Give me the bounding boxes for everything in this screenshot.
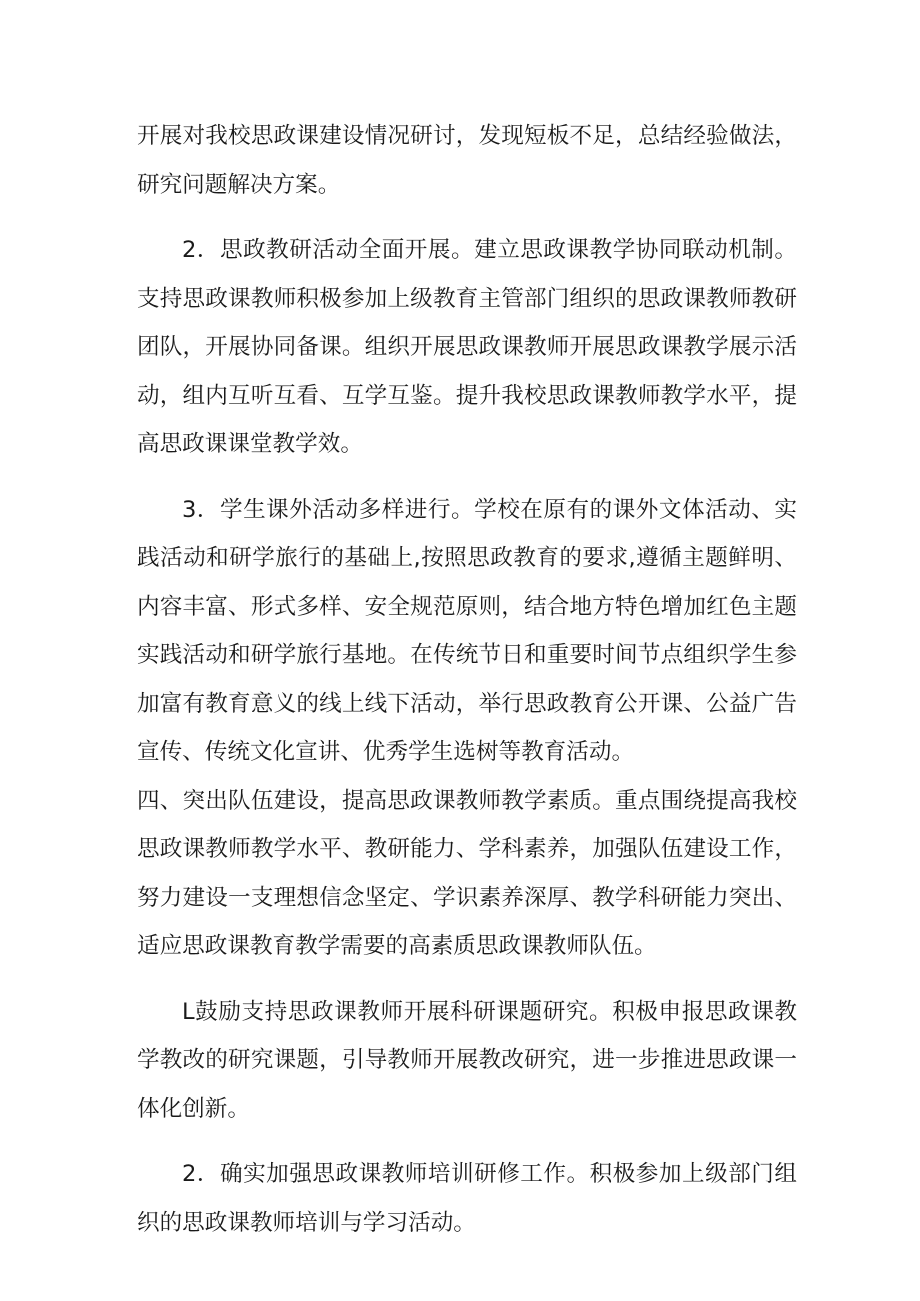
- document-body: [137, 112, 797, 1247]
- paragraph-continuation: 开展对我校思政课建设情况研讨，发现短板不足，总结经验做法，研究问题解决方案。: [137, 123, 797, 198]
- paragraph-teaching-research: 2．思政教研活动全面开展。建立思政课教学协同联动机制。支持思政课教师积极参加上级教育主管部门组织的思政课教师教研团队，开展协同备课。组织开展思政课教师开展思政课教学展示活动，组内互听互看、互学互鉴。提升我校思政课教师教学水平，提高思政课课堂教学效。: [137, 237, 797, 457]
- paragraph-research-projects: L鼓励支持思政课教师开展科研课题研究。积极申报思政课教学教改的研究课题，引导教师开展教改研究，进一步推进思政课一体化创新。: [137, 998, 797, 1122]
- paragraph-teacher-training: 2．确实加强思政课教师培训研修工作。积极参加上级部门组织的思政课教师培训与学习活动。: [137, 1161, 797, 1236]
- section-heading-team-building: 四、突出队伍建设，提高思政课教师教学素质。重点围绕提高我校思政课教师教学水平、教研能力、学科素养，加强队伍建设工作，努力建设一支理想信念坚定、学识素养深厚、教学科研能力突出、适应思政课教育教学需要的高素质思政课教师队伍。: [137, 787, 797, 959]
- paragraph-student-activities: 3．学生课外活动多样进行。学校在原有的课外文体活动、实践活动和研学旅行的基础上,按照思政教育的要求,遵循主题鲜明、内容丰富、形式多样、安全规范原则，结合地方特色增加红色主题实践活动和研学旅行基地。在传统节日和重要时间节点组织学生参加富有教育意义的线上线下活动，举行思政教育公开课、公益广告宣传、传统文化宣讲、优秀学生选树等教育活动。: [137, 496, 797, 765]
